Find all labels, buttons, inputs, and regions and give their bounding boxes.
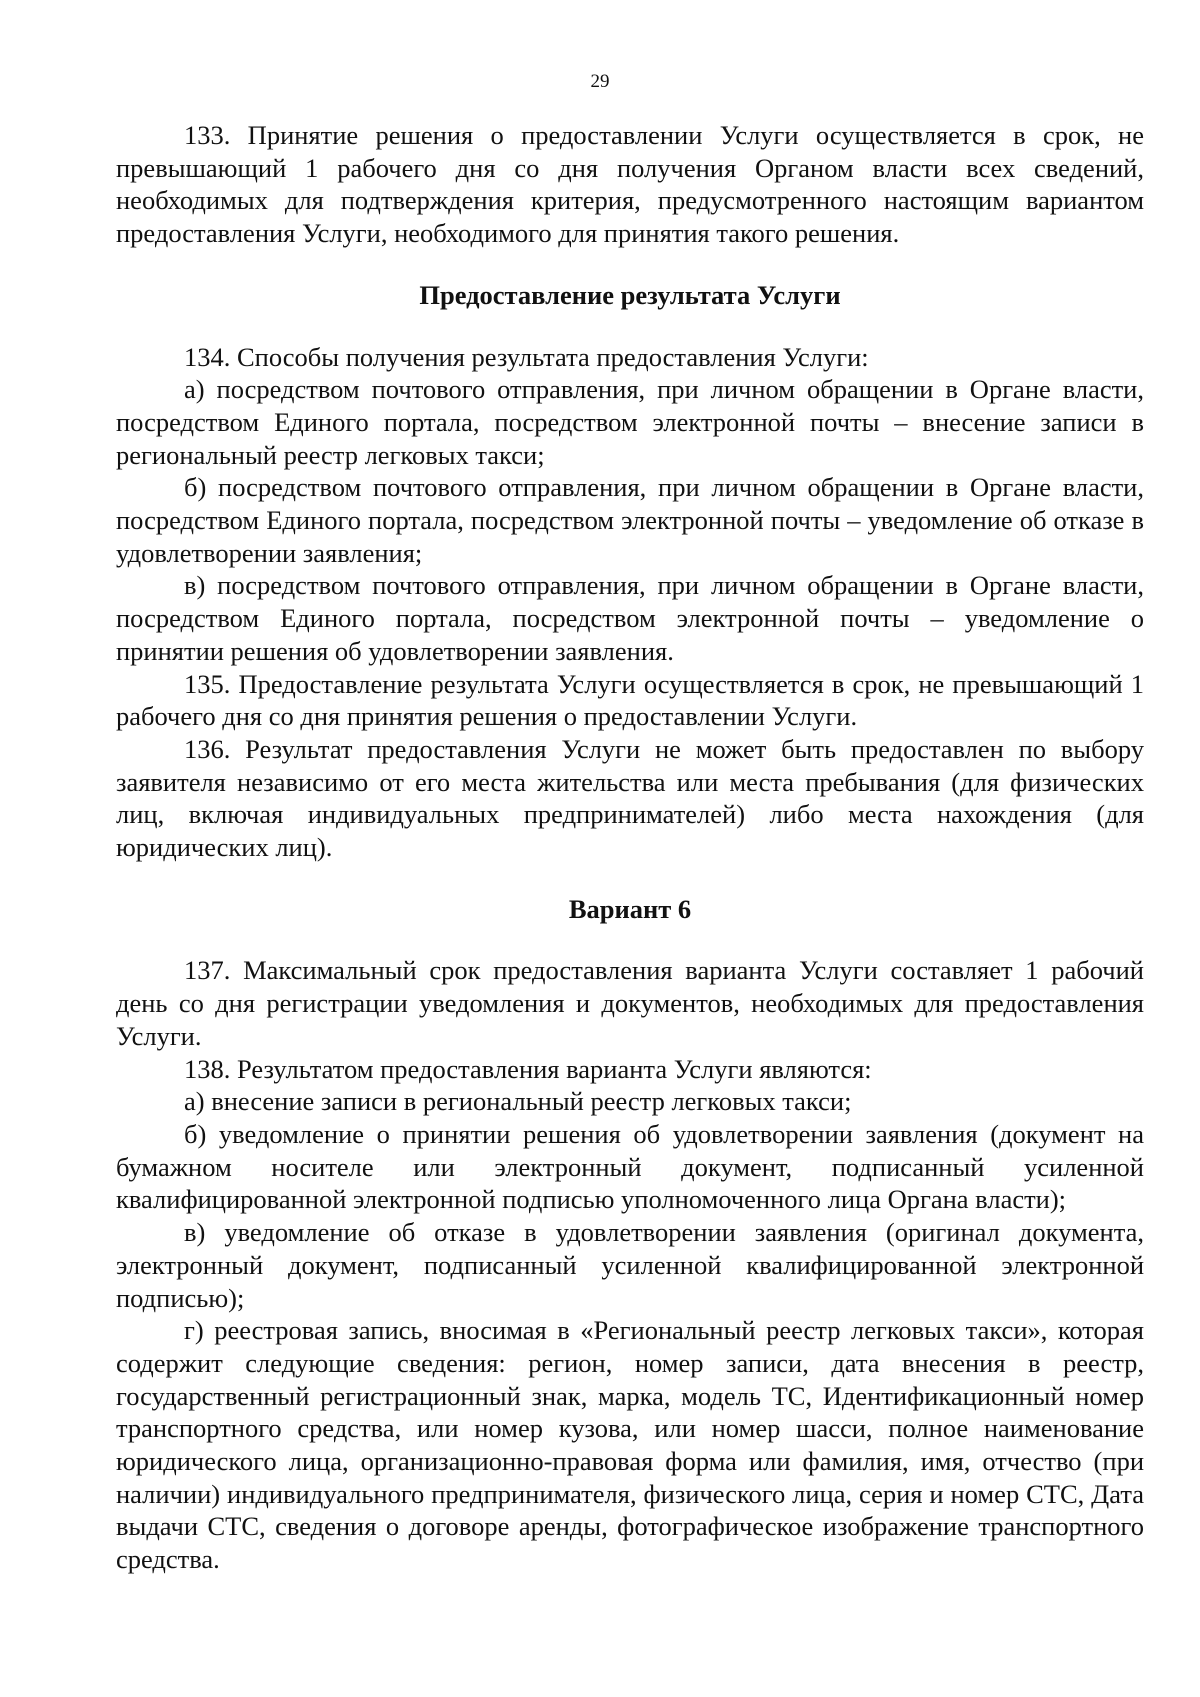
paragraph-134-v: в) посредством почтового отправления, при личном обращении в Органе власти, посредством Единого портала, посредством электронной почты – уведомление о принятии решения об удовлетворении заявления. — [116, 570, 1144, 666]
paragraph-133: 133. Принятие решения о предоставлении Услуги осуществляется в срок, не превышающий 1 рабочего дня со дня получения Органом власти всех сведений, необходимых для подтверждения критерия, предусмотренного настоящим вариантом предоставления Услуги, необходимого для принятия такого решения. — [116, 120, 1144, 249]
paragraph-138: 138. Результатом предоставления варианта Услуги являются: — [184, 1053, 872, 1084]
paragraph-138-v: в) уведомление об отказе в удовлетворении заявления (оригинал документа, электронный документ, подписанный усиленной квалифицированной электронной подписью); — [116, 1217, 1144, 1313]
document-body — [116, 119, 1144, 1576]
paragraph-138-a: а) внесение записи в региональный реестр легковых такси; — [184, 1086, 852, 1117]
paragraph-136: 136. Результат предоставления Услуги не может быть предоставлен по выбору заявителя независимо от его места жительства или места пребывания (для физических лиц, включая индивидуальных предпринимателей) либо места нахождения (для юридических лиц). — [116, 733, 1144, 863]
paragraph-135: 135. Предоставление результата Услуги осуществляется в срок, не превышающий 1 рабочего дня со дня принятия решения о предоставлении Услуги. — [116, 668, 1144, 732]
section-heading-variant-6: Вариант 6 — [568, 893, 692, 924]
paragraph-134-b: б) посредством почтового отправления, при личном обращении в Органе власти, посредством Единого портала, посредством электронной почты – уведомление об отказе в удовлетворении заявления; — [116, 472, 1144, 568]
spacer — [116, 864, 1144, 893]
paragraph-137: 137. Максимальный срок предоставления варианта Услуги составляет 1 рабочий день со дня регистрации уведомления и документов, необходимых для предоставления Услуги. — [116, 955, 1144, 1051]
spacer — [116, 925, 1144, 954]
page-number: 29 — [590, 71, 610, 92]
paragraph-138-b: б) уведомление о принятии решения об удовлетворении заявления (документ на бумажном носителе или электронный документ, подписанный усиленной квалифицированной электронной подписью уполномоченного лица Органа власти); — [116, 1118, 1144, 1215]
paragraph-138-g: г) реестровая запись, вносимая в «Региональный реестр легковых такси», которая содержит следующие сведения: регион, номер записи, дата внесения в реестр, государственный регистрационный знак, марка, модель ТС, Идентификационный номер транспортного средства, или номер кузова, или номер шасси, полное наименование юридического лица, организационно-правовая форма или фамилия, имя, отчество (при наличии) индивидуального предпринимателя, физического лица, серия и номер СТС, Дата выдачи СТС, сведения о договоре аренды, фотографическое изображение транспортного средства. — [116, 1315, 1144, 1575]
spacer — [116, 250, 1144, 279]
paragraph-134: 134. Способы получения результата предоставления Услуги: — [184, 341, 869, 372]
paragraph-134-a: а) посредством почтового отправления, при личном обращении в Органе власти, посредством Единого портала, посредством электронной почты – внесение записи в региональный реестр легковых такси; — [116, 374, 1144, 470]
section-heading-result: Предоставление результата Услуги — [419, 279, 841, 310]
spacer — [116, 312, 1144, 341]
